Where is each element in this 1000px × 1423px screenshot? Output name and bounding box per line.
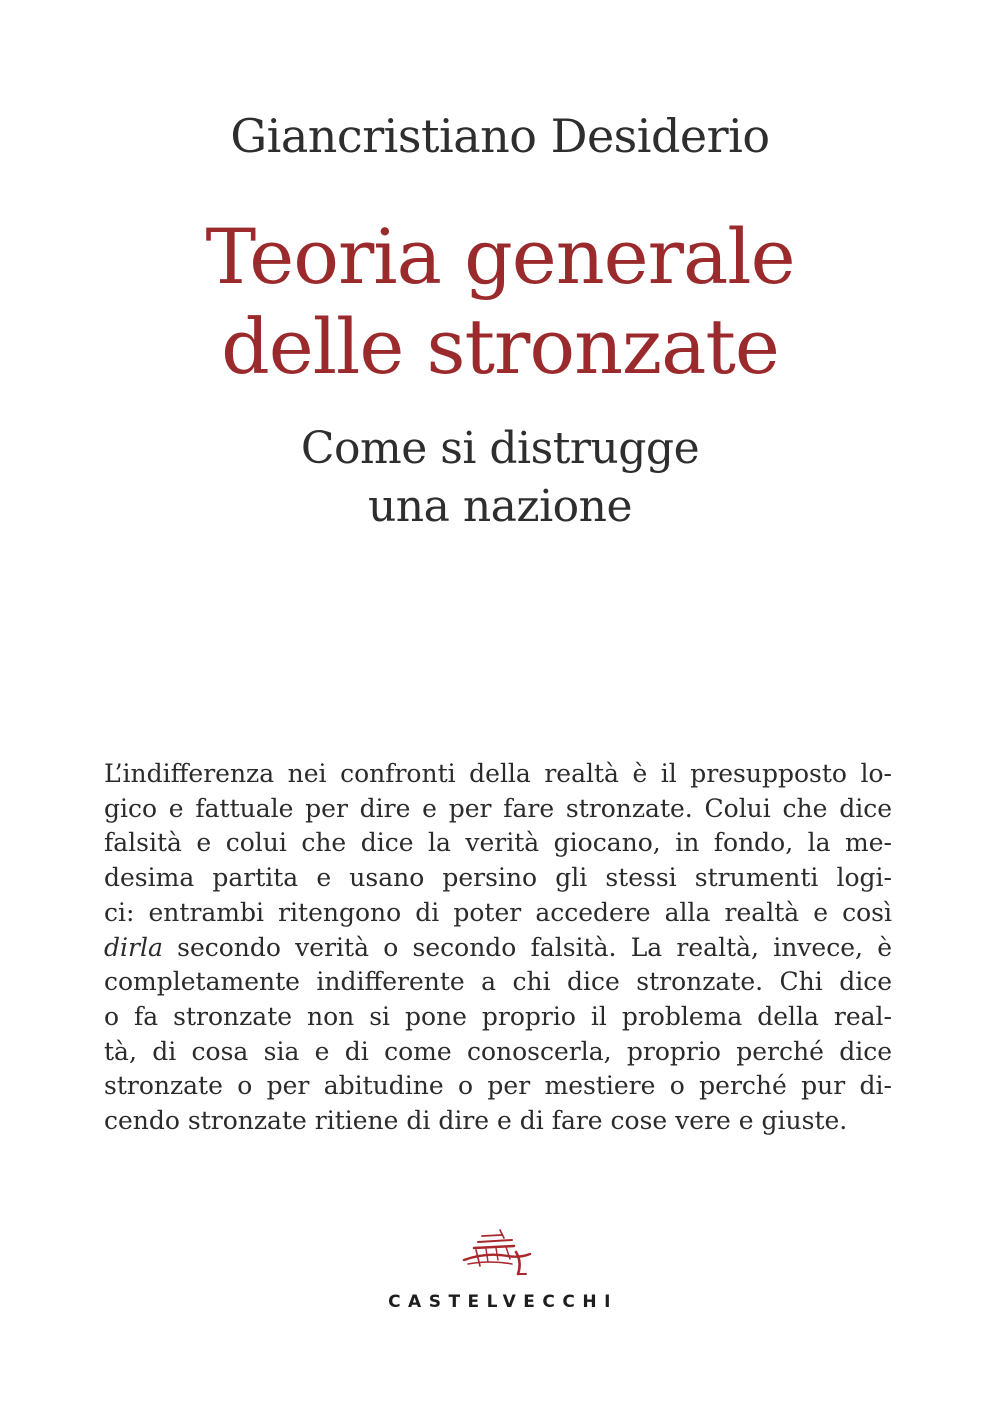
book-title: [0, 212, 1000, 392]
blurb-line: o fa stronzate non si pone proprio il problema della real-: [104, 1001, 892, 1031]
book-title-line-2: delle stronzate: [221, 302, 779, 391]
author-name: Giancristiano Desiderio: [230, 109, 770, 163]
blurb-line: ci: entrambi ritengono di poter accedere alla realtà e così: [104, 897, 892, 927]
book-subtitle-line-1: Come si distrugge: [300, 423, 700, 474]
back-cover-blurb: [104, 757, 892, 1139]
blurb-line: stronzate o per abitudine o per mestiere o perché pur di-: [104, 1071, 892, 1101]
blurb-line-with-italic: [104, 931, 892, 966]
blurb-line: gico e fattuale per dire e per fare stronzate. Colui che dice: [104, 793, 892, 823]
publisher-name: CASTELVECCHI: [388, 1292, 618, 1312]
blurb-line: L’indifferenza nei confronti della realtà è il presupposto lo-: [104, 759, 892, 788]
blurb-line: falsità e colui che dice la verità giocano, in fondo, la me-: [104, 828, 892, 858]
blurb-line: completamente indifferente a chi dice stronzate. Chi dice: [104, 967, 892, 997]
blurb-line: tà, di cosa sia e di come conoscerla, proprio perché dice: [104, 1036, 892, 1066]
blurb-line: cendo stronzate ritiene di dire e di fare cose vere e giuste.: [104, 1106, 848, 1136]
blurb-line: desima partita e usano persino gli stessi strumenti logi-: [104, 863, 892, 893]
blurb-italic-word: dirla: [104, 932, 163, 962]
book-subtitle-line-2: una nazione: [367, 481, 633, 532]
book-subtitle: [0, 420, 1000, 536]
book-title-line-1: Teoria generale: [205, 212, 795, 301]
publisher-logo-icon: [456, 1222, 540, 1282]
blurb-line-rest: secondo verità o secondo falsità. La realtà, invece, è: [177, 932, 893, 962]
